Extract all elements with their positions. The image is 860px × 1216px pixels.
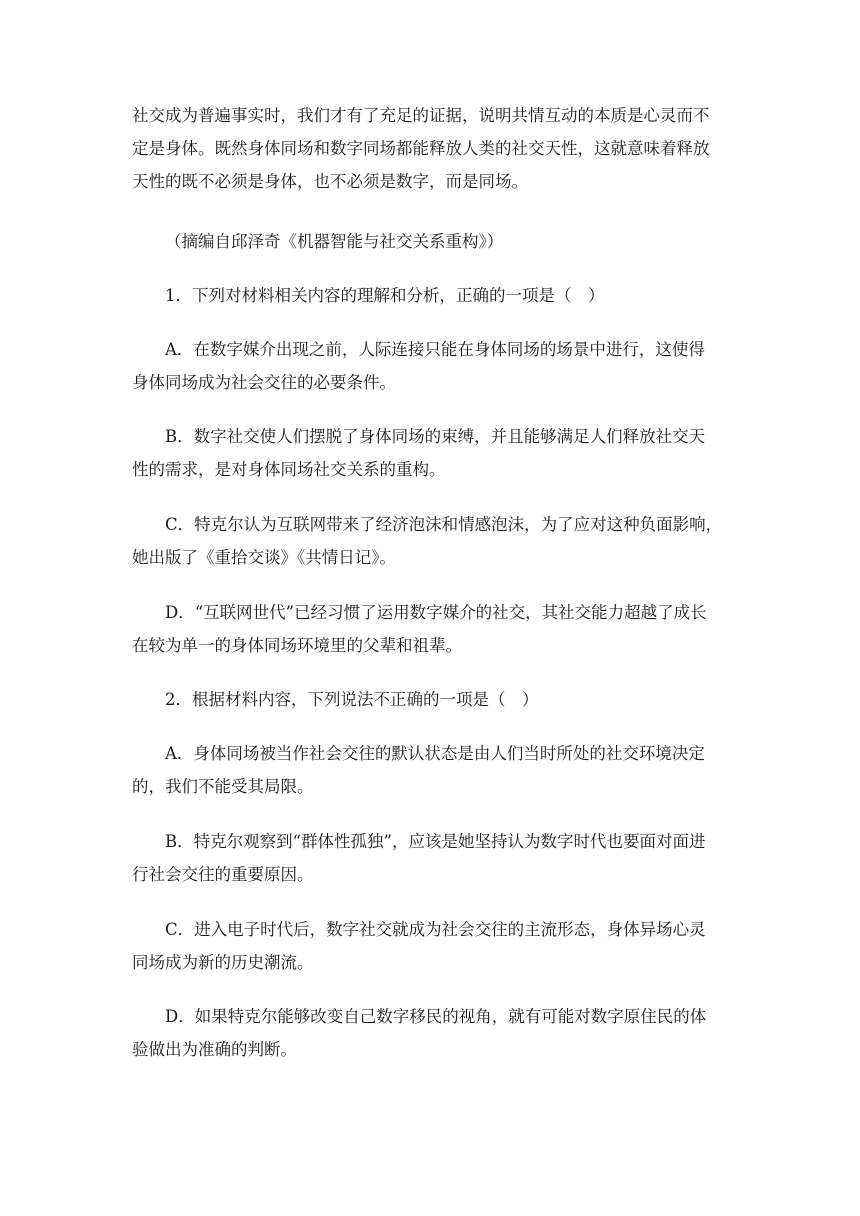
question-2-option-a	[132, 737, 732, 803]
option-line: 身体同场成为社会交往的必要条件。	[132, 373, 396, 392]
option-line: A．身体同场被当作社会交往的默认状态是由人们当时所处的社交环境决定	[165, 744, 705, 763]
question-stem: 2．根据材料内容，下列说法不正确的一项是（ ）	[165, 690, 539, 709]
option-line: C．进入电子时代后，数字社交就成为社会交往的主流形态，身体异场心灵	[165, 920, 706, 939]
passage-paragraph	[132, 99, 732, 198]
source-line: （摘编自邱泽奇《机器智能与社交关系重构》）	[165, 232, 504, 251]
option-line: 的，我们不能受其局限。	[132, 777, 314, 796]
option-line: 性的需求，是对身体同场社交关系的重构。	[132, 460, 446, 479]
question-stem: 1．下列对材料相关内容的理解和分析，正确的一项是（ ）	[165, 286, 605, 305]
option-line: 在较为单一的身体同场环境里的父辈和祖辈。	[132, 636, 462, 655]
option-line: A．在数字媒介出现之前，人际连接只能在身体同场的场景中进行，这使得	[165, 340, 705, 359]
question-1-stem	[132, 279, 732, 312]
option-line: D．如果特克尔能够改变自己数字移民的视角，就有可能对数字原住民的体	[165, 1007, 707, 1026]
option-line: D．“互联网世代”已经习惯了运用数字媒介的社交，其社交能力超越了成长	[165, 603, 707, 622]
option-line: 她出版了《重拾交谈》《共情日记》。	[132, 548, 396, 567]
option-line: 行社会交往的重要原因。	[132, 865, 314, 884]
question-1-option-c	[132, 508, 732, 574]
question-2-stem	[132, 683, 732, 716]
option-line: 验做出为准确的判断。	[132, 1040, 297, 1059]
passage-line: 社交成为普遍事实时，我们才有了充足的证据，说明共情互动的本质是心灵而不	[132, 106, 710, 125]
passage-line: 天性的既不必须是身体，也不必须是数字，而是同场。	[132, 172, 528, 191]
question-1-option-d	[132, 596, 732, 662]
question-2-option-d	[132, 1000, 732, 1066]
passage-line: 定是身体。既然身体同场和数字同场都能释放人类的社交天性，这就意味着释放	[132, 139, 710, 158]
question-2-option-c	[132, 913, 732, 979]
option-line: B．数字社交使人们摆脱了身体同场的束缚，并且能够满足人们释放社交天	[165, 427, 706, 446]
question-1-option-b	[132, 420, 732, 486]
question-1-option-a	[132, 333, 732, 399]
option-line: 同场成为新的历史潮流。	[132, 953, 314, 972]
option-line: C．特克尔认为互联网带来了经济泡沫和情感泡沫，为了应对这种负面影响，	[165, 515, 723, 534]
question-2-option-b	[132, 825, 732, 891]
source-attribution	[132, 225, 732, 258]
option-line: B．特克尔观察到“群体性孤独”，应该是她坚持认为数字时代也要面对面进	[165, 832, 706, 851]
